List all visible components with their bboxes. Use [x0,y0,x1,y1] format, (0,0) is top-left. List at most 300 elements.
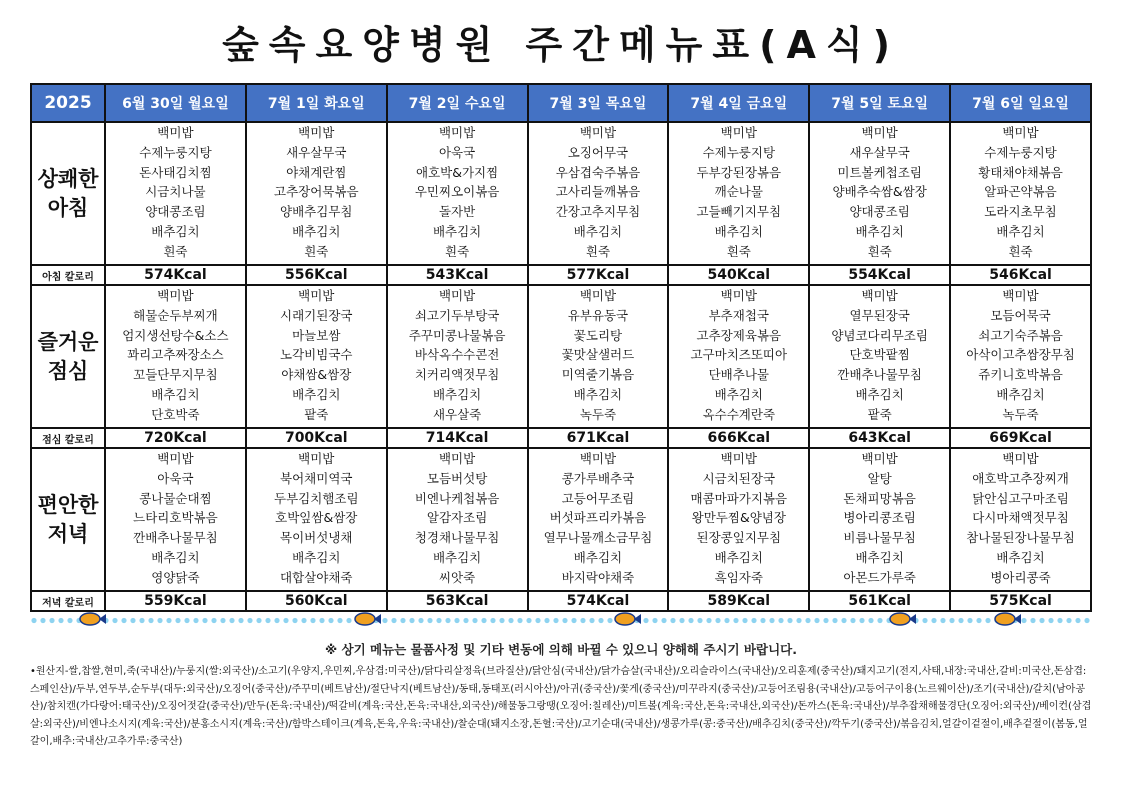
kcal-value: 574Kcal [105,265,246,285]
menu-item: 백미밥 [1002,451,1039,466]
bubble-dot [535,618,540,623]
menu-item: 흰죽 [445,243,470,259]
menu-item: 백미밥 [579,288,617,303]
day-header: 7월 5일 토요일 [809,84,950,122]
fish-icon [355,613,375,625]
bubble-dot [526,618,531,623]
meal-cell [246,448,387,591]
bubble-dot [706,618,711,623]
bubble-dot [1084,618,1089,623]
menu-item: 옥수수계란죽 [702,406,776,422]
menu-item: 배추김치 [573,386,623,402]
menu-item: 우민찌오이볶음 [414,184,500,200]
kcal-value: 669Kcal [950,428,1091,448]
menu-item: 고사리들깨볶음 [555,184,641,200]
menu-item: 치커리액젓무침 [414,367,500,383]
bubble-dot [454,618,459,623]
meal-row [31,448,1091,591]
menu-item: 오징어무국 [567,144,629,160]
menu-item: 두부김치햄조림 [274,490,359,506]
bubble-dot [238,618,243,623]
bubble-dot [814,618,819,623]
bubble-dot [193,618,198,623]
bubble-dot [292,618,297,623]
menu-item: 유부유동국 [567,307,629,323]
bubble-dot [49,618,54,623]
bubble-dot [274,618,279,623]
bubble-dot [436,618,441,623]
bubble-dot [733,618,738,623]
menu-item: 왕만두찜&양념장 [691,510,786,526]
bubble-dot [319,618,324,623]
bubble-dot [472,618,477,623]
page-title: 숲속요양병원 주간메뉴표(A식) [222,23,900,67]
menu-item: 애호박&가지찜 [416,164,499,180]
menu-item: 양념코다리무조림 [831,327,928,343]
menu-item: 영양닭죽 [151,569,200,585]
meal-cell [950,448,1091,591]
bubble-dot [445,618,450,623]
bubble-dot [697,618,702,623]
kcal-value: 700Kcal [246,428,387,448]
menu-item: 배추김치 [432,223,482,239]
menu-item: 백미밥 [298,288,335,303]
menu-item: 콩가루배추국 [561,470,635,486]
menu-item: 황태채야채볶음 [978,164,1063,180]
menu-item: 미역줄기볶음 [561,367,635,383]
menu-item: 쥬키니호박볶음 [978,367,1063,383]
bubble-dot [841,618,846,623]
bubble-dot [481,618,486,623]
bubble-dot [301,618,306,623]
bubble-dot [337,618,342,623]
bubble-dot [679,618,684,623]
bubble-dot [850,618,855,623]
day-header: 7월 2일 수요일 [387,84,528,122]
fish-icon [995,613,1015,625]
meal-cell [105,285,246,428]
meal-cell [246,122,387,265]
menu-item: 백미밥 [861,451,898,466]
meal-cell [528,285,669,428]
bubble-fish-decoration [30,612,1092,626]
menu-item: 아욱국 [157,470,194,486]
menu-item: 간장고추지무침 [555,204,641,220]
menu-item: 백미밥 [157,288,194,303]
bubble-dot [949,618,954,623]
bubble-dot [805,618,810,623]
menu-item: 백미밥 [720,125,757,140]
menu-item: 배추김치 [855,223,904,239]
bubble-dot [940,618,945,623]
bubble-dot [958,618,963,623]
menu-change-notice: ※ 상기 메뉴는 물품사정 및 기타 변동에 의해 바뀔 수 있으니 양해해 주시기 바랍니다. [325,642,797,657]
menu-item: 깨순나물 [714,184,763,200]
menu-item: 단호박팥찜 [849,347,910,363]
origin-info: •원산지-쌀,찹쌀,현미,죽(국내산)/누룽지(쌀:외국산)/소고기(우양지,우민찌,우삼겹:미국산)/닭다리살정육(브라질산)/닭안심(국내산)/닭가슴살(국내산)/오리슬라이스(국내산)/오리훈제(중국산)/돼지고기(전지,사태,내장:국내산,갈비:미국산,돈삼겹:스페인산)/두부,연두부,순두부(대두:외국산)/오징어(중국산)/주꾸미(베트남산)/절단낙지(베트남산)/동태,동태포(러시아산)/아귀(중국산)/꽃게(중국산)/미꾸라지(중국산)/고등어조림용(국내산)/고등어구이용(노르웨이산)/조기(국내산)/갈치(남아공산)/참치캔(가다랑어:태국산)/오징어젓갈(중국산)/만두(돈육:국내산)/떡갈비(계육:국산,돈육:국내산,외국산)/해물동그랑땡(오징어:칠레산)/미트볼(계육:국산,돈육:국내산,외국산)/돈까스(돈육:국내산)/부추잡채해물경단(오징어:외국산)/베이컨(삼겹살:외국산)/비엔나소시지(계육:국산)/분홍소시지(계육:국산)/함박스테이크(계육,돈육,우육:국내산)/찰순대(돼지소장,돈혈:국산)/고기순대(국내산)/생콩가루(콩:중국산)/배추김치(중국산)/깍두기(중국산)/볶음김치,얼갈이겉절이,배추겉절이(봄동,얼갈이,배추:국내산/고추가루:중국산) [30,666,1092,747]
bubble-dot [1066,618,1071,623]
menu-item: 배추김치 [432,549,482,565]
menu-item: 배추김치 [151,386,200,402]
bubble-dot [157,618,162,623]
bubble-dot [220,618,225,623]
meal-label [31,285,105,428]
menu-item: 배추김치 [855,386,904,402]
menu-item: 바삭옥수수콘전 [414,347,500,363]
meal-cell [668,285,809,428]
bubble-dot [184,618,189,623]
menu-item: 열무나물깨소금무침 [543,530,653,546]
bubble-dot [229,618,234,623]
menu-item: 고등어무조림 [561,490,635,506]
day-header: 7월 3일 목요일 [528,84,669,122]
menu-item: 배추김치 [996,549,1045,565]
bubble-dot [823,618,828,623]
menu-item: 꽈리고추짜장소스 [127,347,224,363]
menu-item: 새우살무국 [286,144,347,160]
menu-item: 백미밥 [579,125,617,140]
bubble-dot [382,618,387,623]
bubble-dot [553,618,558,623]
kcal-row [31,428,1091,448]
kcal-value: 589Kcal [668,591,809,611]
kcal-row [31,591,1091,611]
fish-tail-icon [909,614,916,624]
bubble-dot [922,618,927,623]
kcal-value: 575Kcal [950,591,1091,611]
menu-item: 배추김치 [714,386,763,402]
bubble-dot [571,618,576,623]
menu-item: 양대콩조림 [145,204,206,220]
bubble-dot [283,618,288,623]
bubble-dot [328,618,333,623]
bubble-dot [1030,618,1035,623]
bubble-dot [1075,618,1080,623]
weekly-menu-table [30,83,1092,612]
day-header: 7월 1일 화요일 [246,84,387,122]
menu-item: 양배추숙쌈&쌈장 [832,184,927,200]
menu-item: 백미밥 [1002,125,1039,140]
meal-cell [246,285,387,428]
menu-item: 백미밥 [720,451,757,466]
menu-item: 참나물된장나물무침 [966,530,1075,546]
bubble-dot [175,618,180,623]
meal-label [31,448,105,591]
menu-item: 모듬어묵국 [990,307,1051,323]
menu-item: 쇠고기숙주볶음 [978,327,1063,343]
menu-item: 주꾸미콩나물볶음 [408,327,506,343]
menu-item: 대합살야채죽 [280,569,353,585]
kcal-label: 아침 칼로리 [31,265,105,285]
bubble-dot [931,618,936,623]
bubble-dot [760,618,765,623]
menu-item: 알파곤약볶음 [984,184,1057,200]
bubble-dot [769,618,774,623]
kcal-value: 563Kcal [387,591,528,611]
menu-item: 배추김치 [573,223,623,239]
bubble-dot [796,618,801,623]
kcal-value: 546Kcal [950,265,1091,285]
menu-item: 백미밥 [298,451,335,466]
menu-item: 새우살죽 [432,406,482,422]
day-header: 6월 30일 월요일 [105,84,246,122]
bubble-dot [967,618,972,623]
meal-label-line: 즐거운 [37,329,99,354]
menu-item: 목이버섯냉채 [280,530,353,546]
bubble-dot [544,618,549,623]
menu-item: 쇠고기두부탕국 [414,307,500,323]
menu-item: 배추김치 [996,223,1045,239]
menu-item: 된장콩잎지무침 [696,530,782,546]
menu-item: 배추김치 [573,549,623,565]
bubble-dot [265,618,270,623]
menu-item: 배추김치 [151,549,200,565]
bubble-dot [832,618,837,623]
meal-cell [809,285,950,428]
menu-item: 우삼겹숙주볶음 [555,164,641,180]
bubble-dot [310,618,315,623]
header-row [31,84,1091,122]
menu-item: 모듬버섯탕 [426,470,488,486]
bubble-dot [724,618,729,623]
menu-item: 팥죽 [304,406,329,422]
menu-item: 비엔나케첩볶음 [414,490,500,506]
fish-icon [615,613,635,625]
menu-item: 배추김치 [855,549,904,565]
menu-item: 흰죽 [726,243,751,259]
bubble-dot [346,618,351,623]
meal-cell [668,448,809,591]
kcal-value: 720Kcal [105,428,246,448]
menu-item: 알감자조림 [426,510,488,526]
day-header: 7월 6일 일요일 [950,84,1091,122]
menu-item: 백미밥 [298,125,335,140]
bubble-dot [40,618,45,623]
bubble-dot [508,618,513,623]
menu-item: 꼬들단무지무침 [133,367,218,383]
meal-cell [528,122,669,265]
bubble-dot [202,618,207,623]
menu-item: 꽃맛살샐러드 [561,347,635,363]
menu-item: 버섯파프리카볶음 [549,510,647,526]
kcal-value: 540Kcal [668,265,809,285]
bubble-dot [661,618,666,623]
bubble-dot [580,618,585,623]
menu-item: 해물순두부찌개 [133,307,218,323]
fish-tail-icon [99,614,106,624]
menu-item: 도라지초무침 [984,204,1057,220]
bubble-dot [139,618,144,623]
bubble-dot [652,618,657,623]
bubble-dot [859,618,864,623]
meal-label-line: 편안한 [37,492,99,517]
kcal-value: 574Kcal [528,591,669,611]
menu-item: 팥죽 [867,406,892,422]
year-header: 2025 [31,84,105,122]
menu-item: 느타리호박볶음 [133,510,218,526]
bubble-dot [643,618,648,623]
menu-item: 부추재첩국 [708,307,769,323]
kcal-value: 559Kcal [105,591,246,611]
bubble-dot [247,618,252,623]
menu-item: 녹두죽 [1002,406,1039,422]
menu-item: 배추김치 [996,386,1045,402]
bubble-dot [1057,618,1062,623]
fish-icon [890,613,910,625]
bubble-dot [112,618,117,623]
menu-item: 콩나물순대찜 [139,490,212,506]
bubble-dot [490,618,495,623]
bubble-dot [688,618,693,623]
bubble-dot [1039,618,1044,623]
menu-item: 비름나물무침 [843,530,916,546]
menu-item: 고구마치즈또띠아 [690,347,788,363]
menu-item: 배추김치 [432,386,482,402]
bubble-dot [400,618,405,623]
day-header: 7월 4일 금요일 [668,84,809,122]
menu-item: 양대콩조림 [849,204,910,220]
meal-row [31,285,1091,428]
menu-item: 마늘보쌈 [292,327,341,343]
menu-item: 배추김치 [292,549,341,565]
menu-item: 수제누룽지탕 [139,144,212,160]
menu-item: 흰죽 [304,243,329,259]
meal-cell [668,122,809,265]
meal-label-line: 점심 [47,358,89,383]
kcal-value: 671Kcal [528,428,669,448]
meal-label-line: 저녁 [47,521,89,546]
menu-item: 엄지생선탕수&소스 [122,327,229,343]
kcal-value: 560Kcal [246,591,387,611]
menu-item: 닭안심고구마조림 [972,490,1069,506]
kcal-value: 554Kcal [809,265,950,285]
kcal-value: 577Kcal [528,265,669,285]
bubble-dot [985,618,990,623]
menu-item: 돈채피망볶음 [843,490,916,506]
menu-item: 시래기된장국 [280,307,353,323]
kcal-value: 643Kcal [809,428,950,448]
menu-item: 다시마채액젓무침 [972,510,1069,526]
menu-item: 수제누룽지탕 [702,144,776,160]
meal-cell [809,448,950,591]
menu-item: 백미밥 [720,288,757,303]
meal-cell [950,285,1091,428]
menu-item: 배추김치 [292,386,341,402]
menu-item: 돌자반 [438,204,476,220]
menu-item: 아삭이고추쌈장무침 [966,347,1075,363]
bubble-dot [148,618,153,623]
menu-item: 두부강된장볶음 [696,164,782,180]
menu-item: 시금치된장국 [702,470,776,486]
bubble-dot [121,618,126,623]
bubble-dot [409,618,414,623]
bubble-dot [751,618,756,623]
menu-item: 흰죽 [1008,243,1033,259]
menu-item: 양배추김무침 [280,204,353,220]
fish-icon [80,613,100,625]
bubble-dot [130,618,135,623]
menu-item: 흰죽 [867,243,892,259]
meal-label-line: 아침 [47,195,89,220]
menu-item: 고추장제육볶음 [696,327,782,343]
menu-item: 미트볼케첩조림 [837,164,922,180]
bubble-dot [742,618,747,623]
bubble-dot [256,618,261,623]
menu-item: 수제누룽지탕 [984,144,1057,160]
meal-cell [387,122,528,265]
bubble-dot [499,618,504,623]
meal-cell [105,122,246,265]
bubble-dot [1021,618,1026,623]
kcal-value: 556Kcal [246,265,387,285]
menu-item: 아욱국 [438,144,476,160]
menu-item: 북어채미역국 [280,470,353,486]
menu-item: 아몬드가루죽 [843,569,916,585]
bubble-dot [211,618,216,623]
menu-item: 백미밥 [157,125,194,140]
menu-item: 애호박고추장찌개 [972,470,1069,486]
menu-item: 백미밥 [1002,288,1039,303]
bubble-dot [1048,618,1053,623]
bubble-dot [976,618,981,623]
menu-item: 바지락야채죽 [561,569,635,585]
bubble-dot [391,618,396,623]
menu-item: 백미밥 [861,288,898,303]
menu-item: 백미밥 [861,125,898,140]
bubble-dot [427,618,432,623]
menu-item: 야채쌈&쌈장 [281,367,352,383]
menu-item: 열무된장국 [849,307,910,323]
menu-item: 흰죽 [163,243,188,259]
bubble-dot [58,618,63,623]
menu-item: 깐배추나물무침 [133,530,218,546]
kcal-value: 666Kcal [668,428,809,448]
bubble-dot [589,618,594,623]
meal-row [31,122,1091,265]
menu-item: 호박잎쌈&쌈장 [275,510,358,526]
menu-item: 꽃도리탕 [573,327,623,343]
meal-cell [528,448,669,591]
menu-item: 흰죽 [585,243,611,259]
meal-label [31,122,105,265]
bubble-dot [562,618,567,623]
menu-item: 백미밥 [438,125,476,140]
kcal-value: 561Kcal [809,591,950,611]
meal-cell [809,122,950,265]
menu-item: 노각비빔국수 [280,347,353,363]
meal-cell [387,285,528,428]
menu-item: 단배추나물 [708,367,769,383]
menu-item: 백미밥 [438,451,476,466]
menu-item: 청경채나물무침 [414,530,500,546]
kcal-label: 점심 칼로리 [31,428,105,448]
menu-item: 배추김치 [714,223,763,239]
bubble-dot [868,618,873,623]
menu-item: 씨앗죽 [438,569,476,585]
kcal-value: 714Kcal [387,428,528,448]
bubble-dot [67,618,72,623]
menu-item: 시금치나물 [145,184,206,200]
bubble-dot [31,618,36,623]
menu-item: 병아리콩죽 [990,569,1051,585]
bubble-dot [517,618,522,623]
meal-cell [387,448,528,591]
bubble-dot [670,618,675,623]
bubble-dot [166,618,171,623]
menu-item: 배추김치 [151,223,200,239]
menu-item: 고들빼기지무침 [696,204,782,220]
menu-item: 고추장어묵볶음 [274,184,359,200]
